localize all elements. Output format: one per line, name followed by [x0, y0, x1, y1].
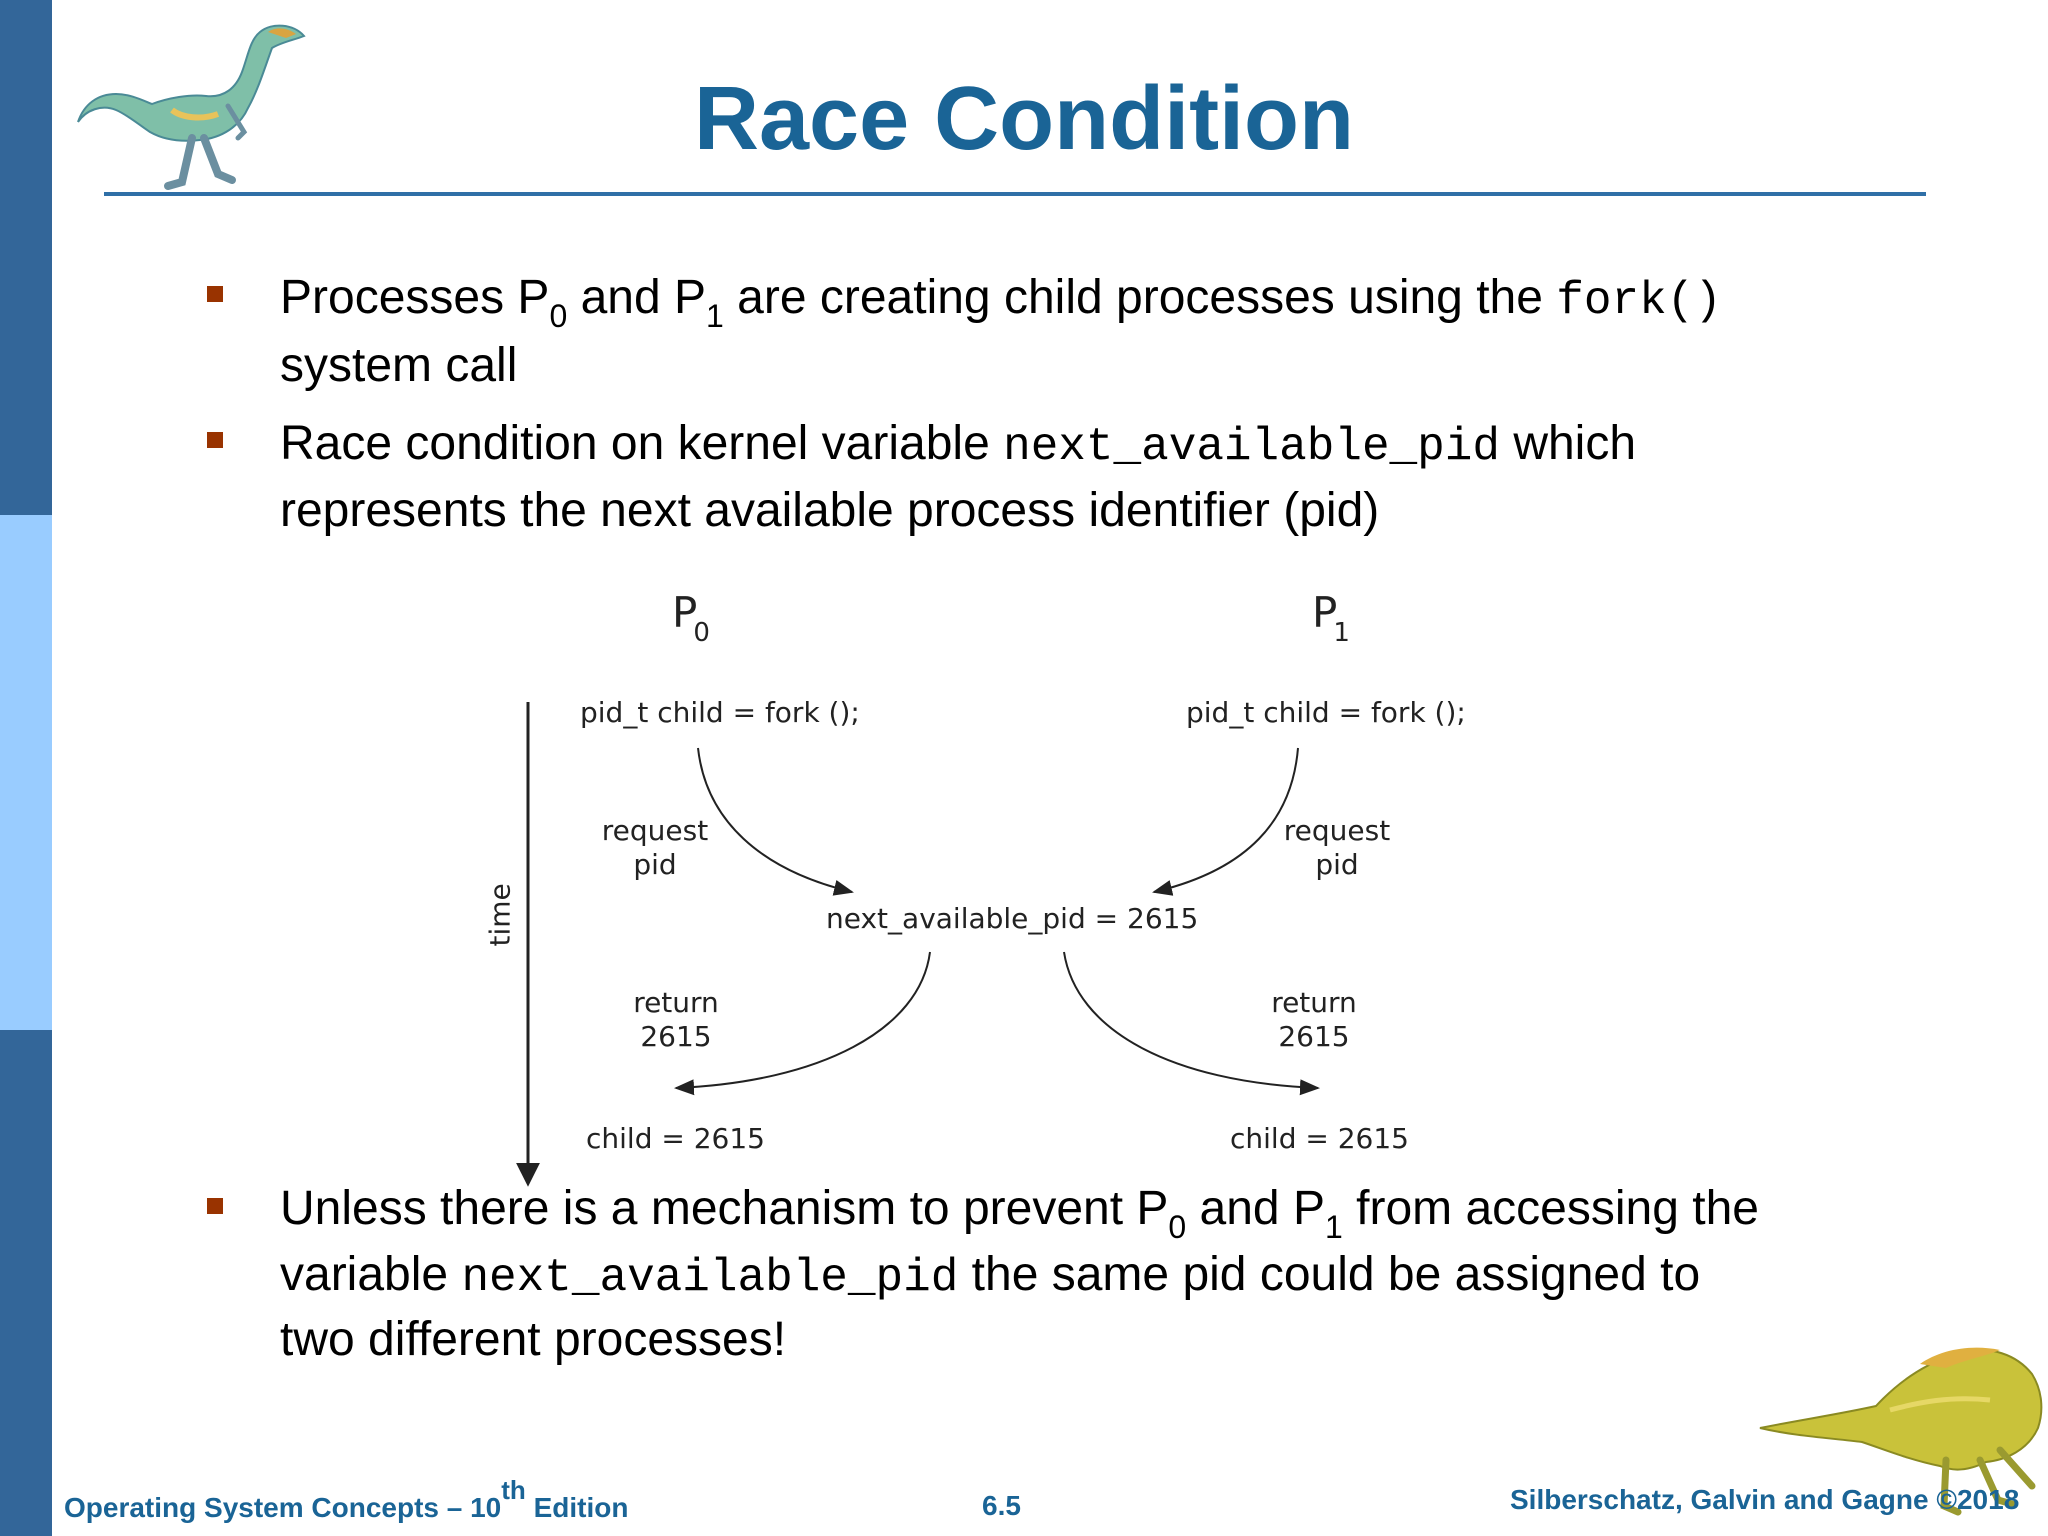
- return-word: return: [1271, 986, 1357, 1019]
- child-value-right: child = 2615: [1230, 1122, 1409, 1155]
- return-word: return: [633, 986, 719, 1019]
- bullet-text-3: [280, 1178, 2000, 1371]
- p1-letter: P: [1312, 588, 1338, 637]
- bullet-marker-1: [207, 286, 223, 302]
- return-number: 2615: [640, 1020, 712, 1053]
- footer-title-end: Edition: [525, 1492, 629, 1523]
- sidebar-segment-bottom: [0, 1030, 52, 1536]
- p1-subscript: 1: [1333, 618, 1350, 648]
- arrow-request-left: [698, 748, 852, 892]
- slide-title: Race Condition: [693, 69, 1354, 169]
- bullet-3-part: Unless there is a mechanism to prevent P: [280, 1182, 1169, 1235]
- footer-title-sup: th: [501, 1475, 526, 1505]
- subscript-1: 1: [1324, 1209, 1343, 1245]
- bullet-1-part: and P: [567, 271, 707, 324]
- code-fork: fork(): [1556, 275, 1722, 327]
- bullet-marker-3: [207, 1198, 223, 1214]
- bullet-3-part: the same pid could be assigned to: [958, 1248, 1701, 1301]
- title-underline: [104, 192, 1926, 196]
- footer-page-number: 6.5: [982, 1490, 1021, 1521]
- sidebar-segment-middle: [0, 515, 52, 1030]
- code-next-available-pid: next_available_pid: [461, 1252, 959, 1304]
- bullet-2-part: represents the next available process identifier (pid): [280, 484, 1380, 537]
- process-p1-label: [1312, 588, 1354, 648]
- process-p0-label: [672, 588, 714, 648]
- footer-title-main: Operating System Concepts – 10: [64, 1492, 502, 1523]
- p0-letter: P: [672, 588, 698, 637]
- left-sidebar-bar: [0, 0, 52, 1536]
- return-value-left: [628, 986, 724, 1054]
- bullet-2-part: which: [1499, 417, 1637, 470]
- pid-word: pid: [633, 848, 677, 881]
- return-number: 2615: [1278, 1020, 1350, 1053]
- request-pid-left: [596, 814, 714, 882]
- fork-call-right: pid_t child = fork ();: [1186, 696, 1466, 729]
- request-pid-right: [1278, 814, 1396, 882]
- bullet-1-part: Processes P: [280, 271, 550, 324]
- bullet-marker-2: [207, 432, 223, 448]
- bullet-1-part: are creating child processes using the: [723, 271, 1557, 324]
- footer-authors: Silberschatz, Galvin and Gagne ©2018: [1510, 1484, 2020, 1515]
- code-next-available-pid: next_available_pid: [1003, 421, 1500, 473]
- p0-subscript: 0: [693, 618, 710, 648]
- bullet-3-part: variable: [280, 1248, 462, 1301]
- bullet-3-part: from accessing the: [1342, 1182, 1759, 1235]
- bullet-2-part: Race condition on kernel variable: [280, 417, 1004, 470]
- bullet-text-1: [280, 266, 2000, 398]
- fork-call-left: pid_t child = fork ();: [580, 696, 860, 729]
- return-value-right: [1266, 986, 1362, 1054]
- subscript-0: 0: [1168, 1209, 1187, 1245]
- request-word: request: [601, 814, 709, 847]
- subscript-0: 0: [549, 298, 568, 334]
- subscript-1: 1: [706, 298, 724, 334]
- arrow-request-right: [1154, 748, 1298, 892]
- child-value-left: child = 2615: [586, 1122, 765, 1155]
- bullet-1-part: system call: [280, 339, 518, 392]
- bullet-3-part: two different processes!: [280, 1313, 787, 1366]
- footer-book-title: [64, 1475, 629, 1524]
- time-axis-label: time: [483, 883, 517, 947]
- pid-word: pid: [1315, 848, 1359, 881]
- next-available-pid-value: next_available_pid = 2615: [826, 902, 1199, 935]
- bullet-3-part: and P: [1186, 1182, 1325, 1235]
- request-word: request: [1283, 814, 1391, 847]
- bullet-text-2: [280, 412, 2000, 543]
